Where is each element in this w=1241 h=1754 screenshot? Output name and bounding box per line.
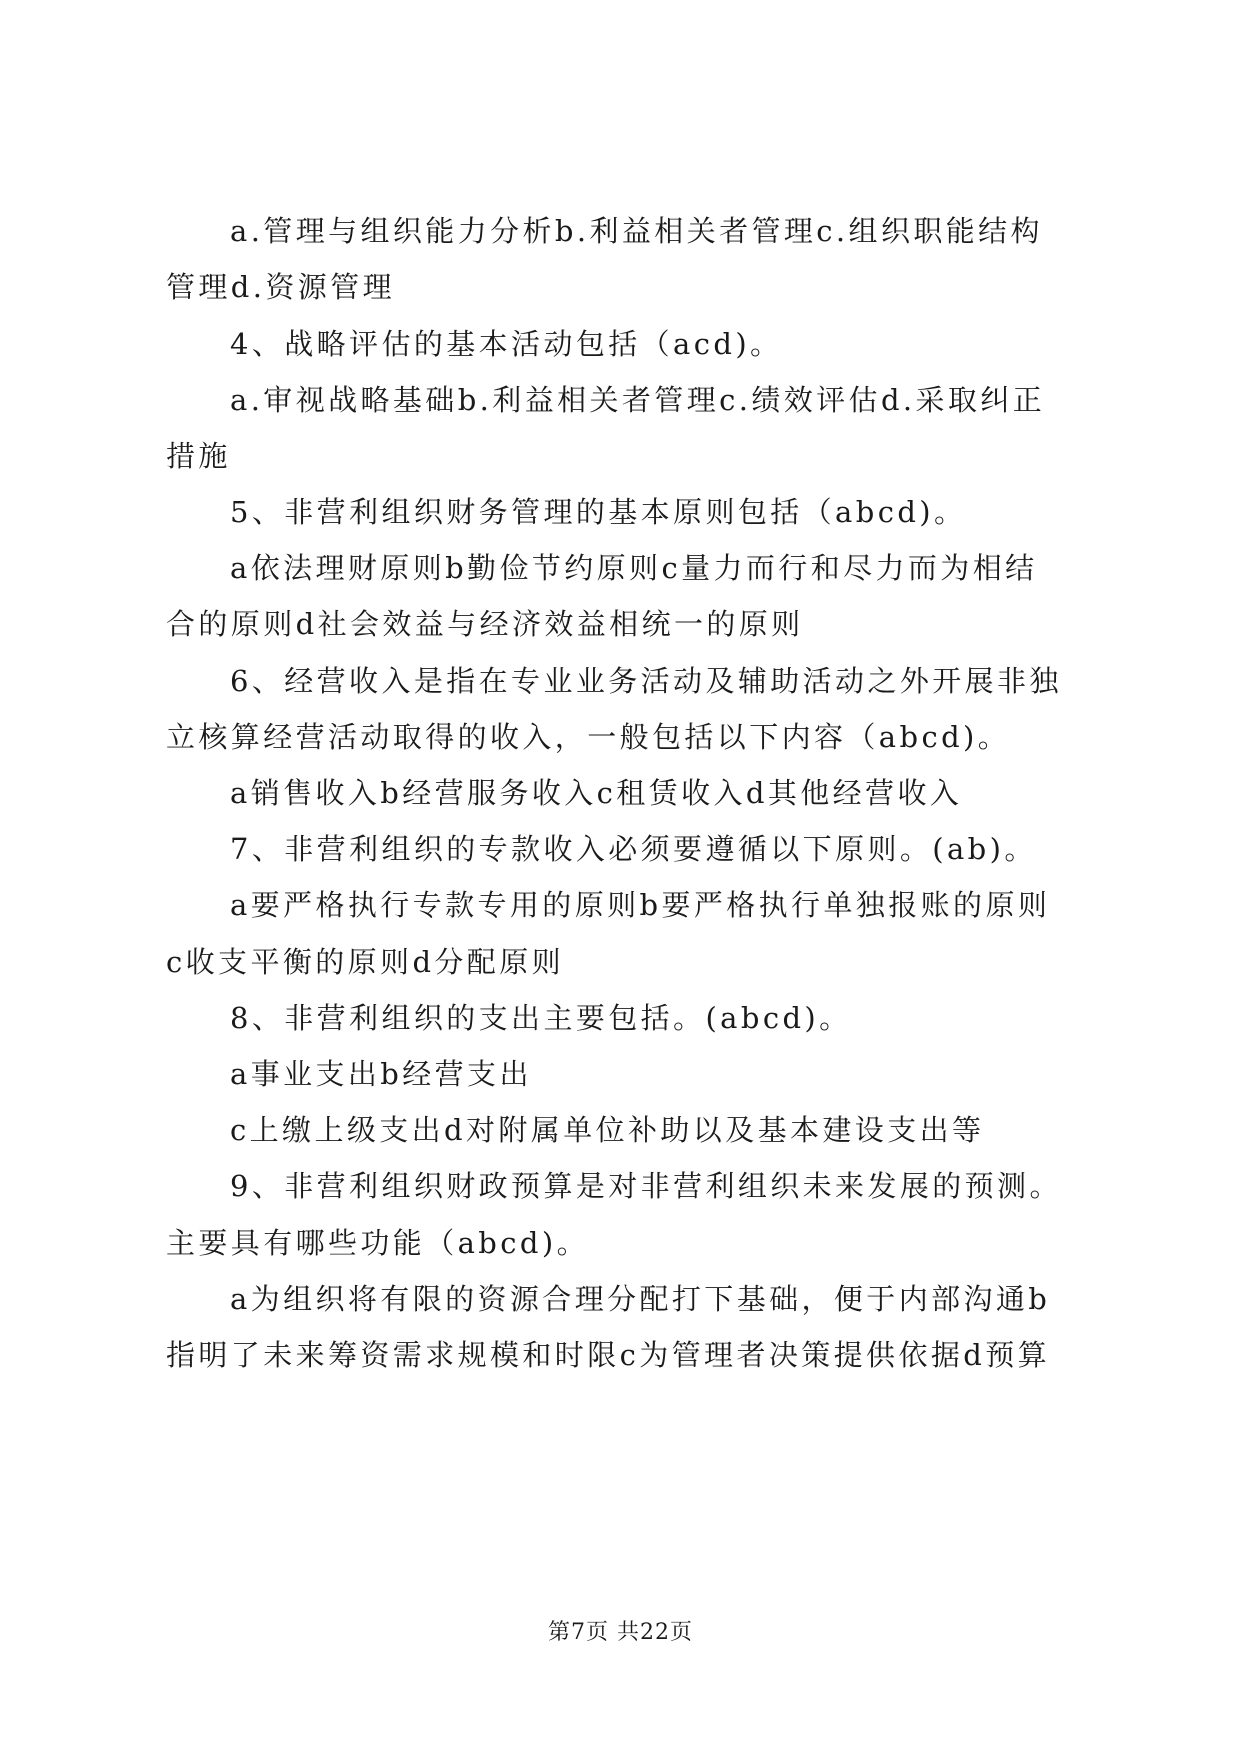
text-line: 5、非营利组织财务管理的基本原则包括（abcd)。 [230,495,967,529]
text-line: 立核算经营活动取得的收入，一般包括以下内容（abcd)。 [166,720,1011,754]
text-line: a.管理与组织能力分析b.利益相关者管理c.组织职能结构 [230,214,1043,248]
text-line: 8、非营利组织的支出主要包括。(abcd)。 [230,1001,852,1035]
text-line: 指明了未来筹资需求规模和时限c为管理者决策提供依据d预算 [166,1338,1051,1372]
text-line: a.审视战略基础b.利益相关者管理c.绩效评估d.采取纠正 [230,383,1046,417]
page-number-footer: 第7页 共22页 [548,1620,693,1645]
text-line: a事业支出b经营支出 [230,1057,532,1091]
text-line: 6、经营收入是指在专业业务活动及辅助活动之外开展非独 [230,664,1062,698]
text-line: 4、战略评估的基本活动包括（acd)。 [230,327,783,361]
text-line: a要严格执行专款专用的原则b要严格执行单独报账的原则 [230,888,1051,922]
text-line: 措施 [166,439,231,473]
text-line: a依法理财原则b勤俭节约原则c量力而行和尽力而为相结 [230,551,1038,585]
text-line: a为组织将有限的资源合理分配打下基础，便于内部沟通b [230,1282,1051,1316]
text-line: 主要具有哪些功能（abcd)。 [166,1226,589,1260]
text-line: c上缴上级支出d对附属单位补助以及基本建设支出等 [230,1113,985,1147]
text-line: c收支平衡的原则d分配原则 [166,945,565,979]
text-line: 合的原则d社会效益与经济效益相统一的原则 [166,607,804,641]
text-line: 7、非营利组织的专款收入必须要遵循以下原则。(ab)。 [230,832,1037,866]
text-line: 9、非营利组织财政预算是对非营利组织未来发展的预测。 [230,1169,1062,1203]
text-line: a销售收入b经营服务收入c租赁收入d其他经营收入 [230,776,963,810]
text-line: 管理d.资源管理 [166,270,395,304]
